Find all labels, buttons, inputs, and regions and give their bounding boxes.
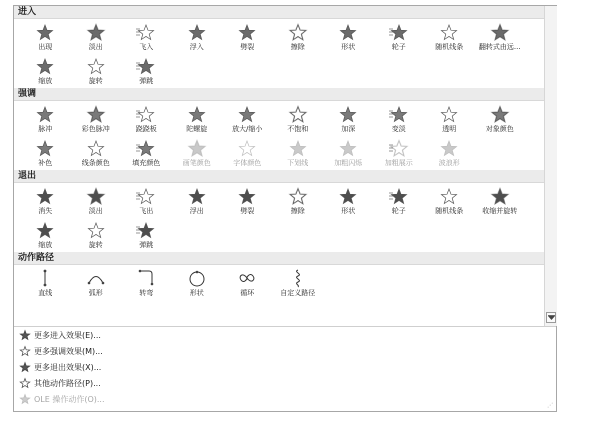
more-effects-menu-item[interactable] xyxy=(14,343,556,359)
emphasis-star-icon xyxy=(34,104,56,124)
animation-gallery-panel xyxy=(13,5,557,412)
more-effects-menu-label: 更多进入效果(E)... xyxy=(34,330,101,340)
entrance-effect-tile[interactable] xyxy=(20,54,71,88)
entrance-star-icon xyxy=(85,22,107,42)
emphasis-effect-tile[interactable] xyxy=(424,102,475,136)
emphasis-effect-tile[interactable] xyxy=(323,102,374,136)
entrance-effect-label: 随机线条 xyxy=(435,43,464,51)
exit-effects-grid xyxy=(14,183,544,252)
exit-star-icon xyxy=(135,220,157,240)
entrance-effects-grid xyxy=(14,19,544,88)
line-path-icon xyxy=(34,268,56,288)
emphasis-effect-tile[interactable] xyxy=(20,102,71,136)
more-effects-menu-label: OLE 操作动作(O)... xyxy=(34,394,105,404)
exit-star-icon xyxy=(337,186,359,206)
entrance-star-icon xyxy=(85,56,107,76)
emphasis-star-icon xyxy=(17,345,31,357)
shape-path-icon xyxy=(186,268,208,288)
ole-action-icon xyxy=(17,393,31,405)
entrance-star-icon xyxy=(34,22,56,42)
motion-path-label: 弧形 xyxy=(88,289,103,297)
motion-path-star-icon xyxy=(17,377,31,389)
entrance-effect-tile[interactable] xyxy=(323,20,374,54)
gallery-scrollbar[interactable] xyxy=(544,6,557,326)
emphasis-effect-label: 加粗闪烁 xyxy=(334,159,363,167)
emphasis-effect-label: 下划线 xyxy=(287,159,309,167)
emphasis-star-icon xyxy=(85,104,107,124)
emphasis-effect-tile[interactable] xyxy=(121,136,172,170)
more-effects-menu-item[interactable] xyxy=(14,359,556,375)
section-header-exit: 退出 xyxy=(14,170,544,183)
entrance-effect-tile[interactable] xyxy=(71,20,122,54)
effects-gallery xyxy=(14,6,544,326)
entrance-star-icon xyxy=(236,22,258,42)
emphasis-effect-label: 放大/缩小 xyxy=(232,125,263,133)
section-header-emphasis: 强调 xyxy=(14,88,544,101)
entrance-star-icon xyxy=(186,22,208,42)
motion-path-tile[interactable] xyxy=(273,266,324,300)
entrance-effect-label: 翻转式由远... xyxy=(478,43,521,51)
turn-path-icon xyxy=(135,268,157,288)
entrance-effect-tile[interactable] xyxy=(374,20,425,54)
entrance-effect-label: 劈裂 xyxy=(240,43,255,51)
exit-effect-label: 旋转 xyxy=(88,241,103,249)
emphasis-star-icon xyxy=(186,138,208,158)
exit-star-icon xyxy=(34,186,56,206)
motion-path-tile[interactable] xyxy=(71,266,122,300)
exit-effect-label: 劈裂 xyxy=(240,207,255,215)
exit-effect-tile[interactable] xyxy=(273,184,324,218)
emphasis-effect-label: 字体颜色 xyxy=(233,159,262,167)
emphasis-effect-label: 变淡 xyxy=(391,125,406,133)
emphasis-star-icon xyxy=(438,104,460,124)
entrance-star-icon xyxy=(17,329,31,341)
exit-star-icon xyxy=(438,186,460,206)
emphasis-effect-label: 跷跷板 xyxy=(135,125,157,133)
entrance-effect-label: 飞入 xyxy=(139,43,154,51)
emphasis-star-icon xyxy=(388,104,410,124)
exit-effect-label: 随机线条 xyxy=(435,207,464,215)
exit-effect-label: 浮出 xyxy=(189,207,204,215)
emphasis-effect-label: 彩色脉冲 xyxy=(81,125,110,133)
entrance-star-icon xyxy=(287,22,309,42)
exit-effect-tile[interactable] xyxy=(172,184,223,218)
emphasis-star-icon xyxy=(388,138,410,158)
motion-paths-grid xyxy=(14,265,544,300)
more-effects-menu xyxy=(14,326,556,407)
exit-effect-tile[interactable] xyxy=(121,184,172,218)
exit-star-icon xyxy=(489,186,511,206)
motion-path-tile[interactable] xyxy=(121,266,172,300)
exit-effect-tile[interactable] xyxy=(475,184,526,218)
exit-star-icon xyxy=(287,186,309,206)
emphasis-star-icon xyxy=(489,104,511,124)
emphasis-star-icon xyxy=(287,104,309,124)
entrance-effect-label: 弹跳 xyxy=(139,77,154,85)
emphasis-effect-label: 加粗展示 xyxy=(384,159,413,167)
more-effects-menu-label: 其他动作路径(P)... xyxy=(34,378,101,388)
motion-path-tile[interactable] xyxy=(172,266,223,300)
entrance-star-icon xyxy=(337,22,359,42)
arc-path-icon xyxy=(85,268,107,288)
entrance-effect-tile[interactable] xyxy=(121,20,172,54)
more-effects-menu-label: 更多强调效果(M)... xyxy=(34,346,103,356)
exit-star-icon xyxy=(388,186,410,206)
chevron-down-icon xyxy=(548,315,555,321)
exit-star-icon xyxy=(85,186,107,206)
emphasis-effect-label: 波浪形 xyxy=(438,159,460,167)
emphasis-effect-label: 加深 xyxy=(341,125,356,133)
emphasis-effect-label: 线条颜色 xyxy=(81,159,110,167)
entrance-effect-tile[interactable] xyxy=(424,20,475,54)
emphasis-effect-tile[interactable] xyxy=(475,102,526,136)
exit-effect-label: 淡出 xyxy=(88,207,103,215)
custom-path-icon xyxy=(287,268,309,288)
exit-effect-label: 消失 xyxy=(38,207,53,215)
entrance-effect-tile[interactable] xyxy=(172,20,223,54)
exit-star-icon xyxy=(135,186,157,206)
section-header-entrance: 进入 xyxy=(14,6,544,19)
entrance-effect-label: 缩放 xyxy=(38,77,53,85)
entrance-effect-label: 旋转 xyxy=(88,77,103,85)
motion-path-label: 循环 xyxy=(240,289,255,297)
emphasis-effect-tile[interactable] xyxy=(323,136,374,170)
motion-path-label: 转弯 xyxy=(139,289,154,297)
exit-star-icon xyxy=(17,361,31,373)
exit-effect-tile[interactable] xyxy=(121,218,172,252)
entrance-effect-tile[interactable] xyxy=(121,54,172,88)
emphasis-star-icon xyxy=(337,104,359,124)
exit-effect-label: 收缩并旋转 xyxy=(482,207,518,215)
emphasis-star-icon xyxy=(135,104,157,124)
entrance-effect-label: 形状 xyxy=(341,43,356,51)
exit-effect-label: 缩放 xyxy=(38,241,53,249)
emphasis-effect-tile[interactable] xyxy=(71,102,122,136)
entrance-effect-label: 出现 xyxy=(38,43,53,51)
emphasis-effect-tile[interactable] xyxy=(222,136,273,170)
emphasis-effect-tile[interactable] xyxy=(20,136,71,170)
exit-effect-tile[interactable] xyxy=(323,184,374,218)
entrance-star-icon xyxy=(135,56,157,76)
emphasis-effect-tile[interactable] xyxy=(424,136,475,170)
more-effects-menu-item[interactable] xyxy=(14,327,556,343)
section-header-motion-paths: 动作路径 xyxy=(14,252,544,265)
emphasis-effect-tile[interactable] xyxy=(222,102,273,136)
exit-effect-label: 飞出 xyxy=(139,207,154,215)
emphasis-effect-tile[interactable] xyxy=(273,136,324,170)
emphasis-effect-tile[interactable] xyxy=(172,102,223,136)
entrance-effect-label: 轮子 xyxy=(391,43,406,51)
emphasis-effect-label: 不饱和 xyxy=(287,125,309,133)
scroll-down-button[interactable] xyxy=(546,312,556,323)
entrance-star-icon xyxy=(34,56,56,76)
emphasis-effect-label: 填充颜色 xyxy=(132,159,161,167)
entrance-effect-tile[interactable] xyxy=(71,54,122,88)
exit-star-icon xyxy=(236,186,258,206)
emphasis-effect-label: 画笔颜色 xyxy=(182,159,211,167)
entrance-effect-tile[interactable] xyxy=(273,20,324,54)
more-effects-menu-label: 更多退出效果(X)... xyxy=(34,362,102,372)
exit-star-icon xyxy=(186,186,208,206)
exit-star-icon xyxy=(85,220,107,240)
emphasis-effect-tile[interactable] xyxy=(121,102,172,136)
exit-effect-label: 形状 xyxy=(341,207,356,215)
emphasis-effect-label: 补色 xyxy=(38,159,53,167)
more-effects-menu-item[interactable] xyxy=(14,375,556,391)
emphasis-star-icon xyxy=(135,138,157,158)
emphasis-effect-tile[interactable] xyxy=(273,102,324,136)
emphasis-star-icon xyxy=(337,138,359,158)
resize-grip-icon[interactable]: ⋰ xyxy=(547,402,553,409)
emphasis-star-icon xyxy=(85,138,107,158)
entrance-effect-label: 浮入 xyxy=(189,43,204,51)
motion-path-label: 直线 xyxy=(38,289,53,297)
emphasis-effect-label: 陀螺旋 xyxy=(186,125,208,133)
loop-path-icon xyxy=(236,268,258,288)
emphasis-star-icon xyxy=(236,104,258,124)
emphasis-effect-tile[interactable] xyxy=(374,102,425,136)
emphasis-effect-label: 脉冲 xyxy=(38,125,53,133)
emphasis-effect-tile[interactable] xyxy=(71,136,122,170)
emphasis-effect-label: 透明 xyxy=(442,125,457,133)
motion-path-tile[interactable] xyxy=(222,266,273,300)
exit-effect-tile[interactable] xyxy=(374,184,425,218)
exit-effect-tile[interactable] xyxy=(71,218,122,252)
exit-effect-tile[interactable] xyxy=(222,184,273,218)
entrance-effect-tile[interactable] xyxy=(475,20,526,54)
motion-path-label: 自定义路径 xyxy=(280,289,316,297)
exit-effect-tile[interactable] xyxy=(424,184,475,218)
motion-path-label: 形状 xyxy=(189,289,204,297)
emphasis-effect-tile[interactable] xyxy=(374,136,425,170)
exit-effect-label: 擦除 xyxy=(290,207,305,215)
exit-star-icon xyxy=(34,220,56,240)
entrance-star-icon xyxy=(388,22,410,42)
emphasis-star-icon xyxy=(438,138,460,158)
entrance-effect-tile[interactable] xyxy=(20,20,71,54)
emphasis-star-icon xyxy=(186,104,208,124)
emphasis-effect-label: 对象颜色 xyxy=(485,125,514,133)
more-effects-menu-item[interactable] xyxy=(14,391,556,407)
entrance-star-icon xyxy=(489,22,511,42)
entrance-effect-tile[interactable] xyxy=(222,20,273,54)
exit-effect-tile[interactable] xyxy=(20,218,71,252)
exit-effect-tile[interactable] xyxy=(20,184,71,218)
emphasis-star-icon xyxy=(287,138,309,158)
emphasis-effects-grid xyxy=(14,101,544,170)
emphasis-effect-tile[interactable] xyxy=(172,136,223,170)
exit-effect-tile[interactable] xyxy=(71,184,122,218)
entrance-star-icon xyxy=(438,22,460,42)
emphasis-star-icon xyxy=(236,138,258,158)
emphasis-star-icon xyxy=(34,138,56,158)
exit-effect-label: 弹跳 xyxy=(139,241,154,249)
entrance-effect-label: 淡出 xyxy=(88,43,103,51)
entrance-star-icon xyxy=(135,22,157,42)
exit-effect-label: 轮子 xyxy=(391,207,406,215)
motion-path-tile[interactable] xyxy=(20,266,71,300)
entrance-effect-label: 擦除 xyxy=(290,43,305,51)
